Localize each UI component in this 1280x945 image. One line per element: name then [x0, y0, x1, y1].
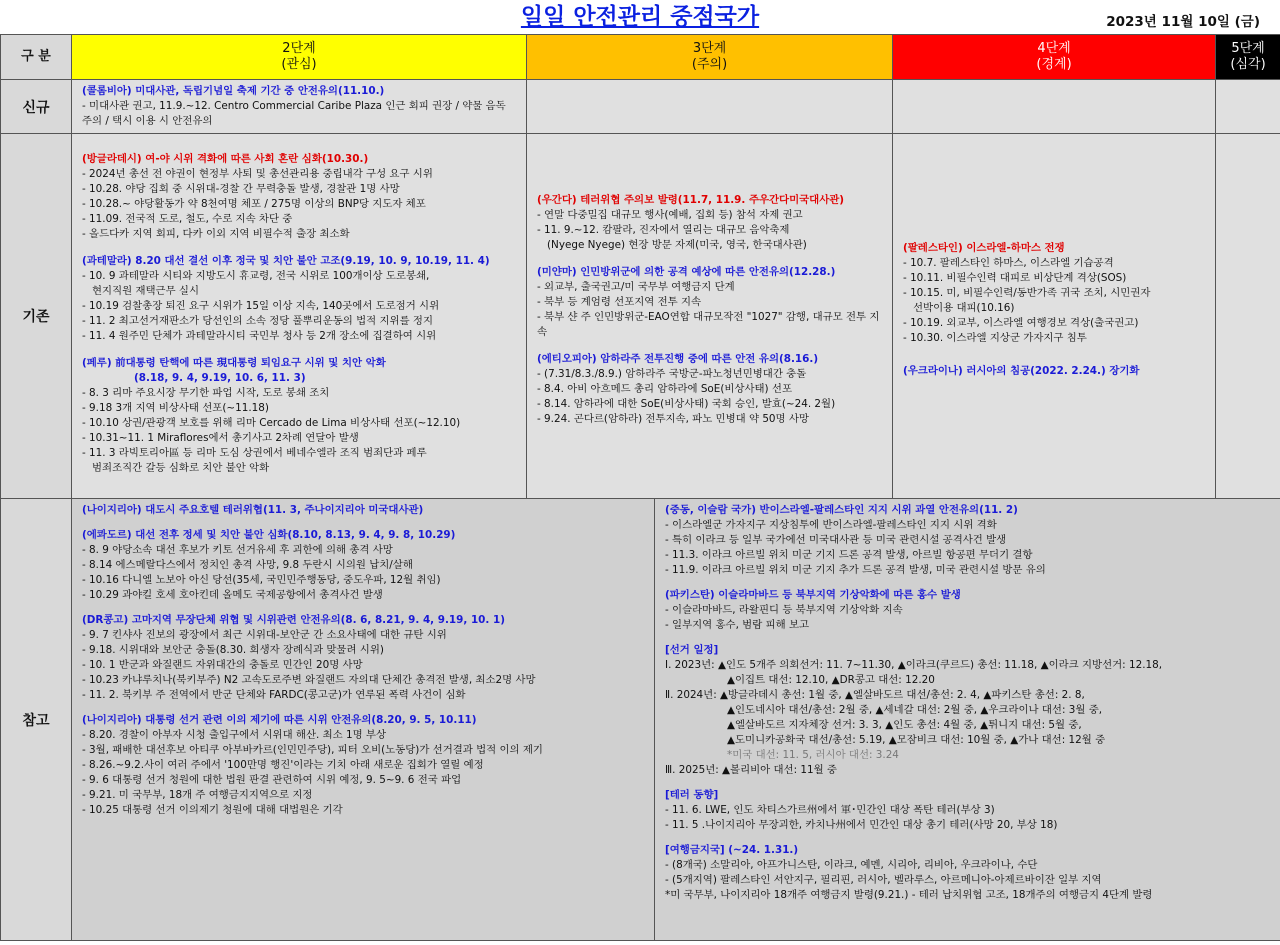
section-line: - 8.4. 아비 아흐메드 총리 암하라에 SoE(비상사태) 선포	[537, 383, 792, 395]
section-line: - 10.15. 미, 비필수인력/동반가족 귀국 조치, 시민권자	[903, 287, 1151, 299]
terror-trends	[665, 788, 1272, 833]
page-title: 일일 안전관리 중점국가	[520, 4, 760, 30]
section-line: - 8.14. 암하라에 대한 SoE(비상사태) 국회 승인, 발효(~24. 2월)	[537, 398, 836, 410]
section-line: - 11.09. 전국적 도로, 철도, 수로 지속 차단 중	[82, 213, 293, 225]
header-row	[1, 35, 1280, 80]
report-date: 2023년 11월 10일 (금)	[1106, 14, 1260, 30]
section-line: - 11. 2. 북키부 주 전역에서 반군 단체와 FARDC(콩고군)가 연루된 폭력 사건이 심화	[82, 689, 466, 701]
section-line: - 8. 3 리마 주요시장 무기한 파업 시작, 도로 봉쇄 조치	[82, 387, 330, 399]
row-label-existing: 기존	[1, 134, 72, 499]
reference-row	[1, 499, 1280, 941]
section-line: 현지직원 재택근무 실시	[92, 285, 199, 297]
new-line: - 미대사관 권고, 11.9.~12. Centro Commercial Caribe Plaza 인근 회피 권장 / 약물 음독 주의 / 택시 이용 시 안전유의	[82, 100, 506, 127]
terror-trends-heading: [테러 동향]	[665, 789, 719, 801]
existing-row	[1, 134, 1280, 499]
section-line: - 10.10 상권/관광객 보호를 위해 리마 Cercado de Lima 비상사태 선포(~12.10)	[82, 417, 461, 429]
section-line: - 10. 9 과테말라 시티와 지방도시 휴교령, 전국 시위로 100개이상 도로봉쇄,	[82, 270, 430, 282]
section-line: - 11.9. 이라크 아르빌 위치 미군 기지 추가 드론 공격 발생, 미국 관련시설 방문 유의	[665, 564, 1046, 576]
section-line: - 10.28. 야당 집회 중 시위대-경찰 간 무력충돌 발생, 경찰관 1명 사망	[82, 183, 400, 195]
section-line: - 3월, 패배한 대선후보 아티쿠 아부바카르(인민민주당), 피터 오비(노동당)가 선거결과 법적 이의 제기	[82, 744, 543, 756]
section-line: - 이슬라마바드, 라왈핀디 등 북부지역 기상악화 지속	[665, 604, 903, 616]
safety-table	[0, 34, 1280, 941]
section-block	[537, 352, 884, 427]
election-line: ▲도미니카공화국 대선/총선: 5.19, ▲모잠비크 대선: 10월 중, ▲가나 대선: 12월 중	[727, 734, 1106, 746]
header-level4: 4단계 (경계)	[893, 35, 1216, 80]
section-heading: (중동, 이슬람 국가) 반이스라엘-팔레스타인 지지 시위 과열 안전유의(11. 2)	[665, 504, 1018, 516]
section-block	[537, 193, 884, 253]
election-line: ▲이집트 대선: 12.10, ▲DR콩고 대선: 12.20	[727, 674, 935, 686]
section-block	[665, 588, 1272, 633]
section-line: - 2024년 총선 전 야권이 현정부 사퇴 및 총선관리용 중립내각 구성 요구 시위	[82, 168, 433, 180]
new-level3-cell	[527, 80, 893, 134]
section-heading: (에콰도르) 대선 전후 정세 및 치안 불안 심화(8.10, 8.13, 9. 4, 9. 8, 10.29)	[82, 529, 456, 541]
section-line: - 8.20. 경찰이 아부자 시청 출입구에서 시위대 해산. 최소 1명 부상	[82, 729, 386, 741]
election-schedule	[665, 643, 1272, 778]
section-heading-dates: (8.18, 9. 4, 9.19, 10. 6, 11. 3)	[134, 372, 306, 384]
section-heading: (미얀마) 인민방위군에 의한 공격 예상에 따른 안전유의(12.28.)	[537, 266, 836, 278]
section-line: - 9.24. 곤다르(암하라) 전투지속, 파노 민병대 약 50명 사망	[537, 413, 809, 425]
section-line: - 10.23 카냐루치나(북키부주) N2 고속도로주변 와질랜드 자의대 단체간 총격전 발생, 최소2명 사망	[82, 674, 536, 686]
section-heading: (에티오피아) 암하라주 전투진행 중에 따른 안전 유의(8.16.)	[537, 353, 819, 365]
section-line: - 10.28.~ 야당활동가 약 8천여명 체포 / 275명 이상의 BNP당 지도자 체포	[82, 198, 426, 210]
section-block	[665, 503, 1272, 578]
section-line: - 9. 6 대통령 선거 청원에 대한 법원 판결 관련하여 시위 예정, 9. 5~9. 6 전국 파업	[82, 774, 462, 786]
header-level2: 2단계 (관심)	[72, 35, 527, 80]
section-line: - 11. 4 원주민 단체가 과테말라시티 국민부 청사 등 2개 장소에 집결하여 시위	[82, 330, 437, 342]
existing-level2-cell	[72, 134, 527, 499]
header-category: 구 분	[1, 35, 72, 80]
election-line: Ⅱ. 2024년: ▲방글라데시 총선: 1월 중, ▲엘살바도르 대선/총선: 2. 4, ▲파키스탄 총선: 2. 8,	[665, 689, 1085, 701]
section-heading: (과테말라) 8.20 대선 결선 이후 정국 및 치안 불안 고조(9.19, 10. 9, 10.19, 11. 4)	[82, 255, 490, 267]
section-block	[82, 613, 646, 703]
section-line: - 10.25 대통령 선거 이의제기 청원에 대해 대법원은 기각	[82, 804, 343, 816]
existing-level4-cell	[893, 134, 1216, 499]
election-line: ▲인도네시아 대선/총선: 2월 중, ▲세네갈 대선: 2월 중, ▲우크라이나 대선: 3월 중,	[727, 704, 1103, 716]
section-line: - 일부지역 홍수, 범람 피해 보고	[665, 619, 810, 631]
election-line: Ⅰ. 2023년: ▲인도 5개주 의회선거: 11. 7~11.30, ▲이라크(쿠르드) 총선: 11.18, ▲이라크 지방선거: 12.18,	[665, 659, 1163, 671]
travel-ban-line: - (8개국) 소말리아, 아프가니스탄, 이라크, 예멘, 시리아, 리비아, 우크라이나, 수단	[665, 859, 1038, 871]
section-line: - 10.29 과야킬 호세 호아킨데 올메도 국제공항에서 총격사건 발생	[82, 589, 383, 601]
row-label-new: 신규	[1, 80, 72, 134]
section-line: - 8.26.~9.2.사이 여러 주에서 '100만명 행진'이라는 기치 아래 새로운 집회가 열릴 예정	[82, 759, 484, 771]
section-line: - 9.18 3개 지역 비상사태 선포(~11.18)	[82, 402, 269, 414]
section-line: - 특히 이라크 등 일부 국가에선 미국대사관 등 미국 관련시설 공격사건 발생	[665, 534, 1007, 546]
section-line: - 9. 7 킨샤사 진보의 광장에서 최근 시위대-보안군 간 소요사태에 대한 규탄 시위	[82, 629, 447, 641]
section-line: - 북부 등 계엄령 선포지역 전투 지속	[537, 296, 702, 308]
section-line: - 10.19. 외교부, 이스라엘 여행경보 격상(출국권고)	[903, 317, 1139, 329]
section-line: - 9.21. 미 국무부, 18개 주 여행금지지역으로 지정	[82, 789, 313, 801]
section-line: - 8.14 에스메랄다스에서 정치인 총격 사망, 9.8 두란시 시의원 납치/살해	[82, 559, 413, 571]
section-block	[903, 241, 1207, 346]
existing-level3-cell	[527, 134, 893, 499]
reference-right-cell	[655, 499, 1280, 941]
section-heading: (나이지리아) 대통령 선거 관련 이의 제기에 따른 시위 안전유의(8.20, 9. 5, 10.11)	[82, 714, 477, 726]
section-line: - 연말 다중밀집 대규모 행사(예배, 집회 등) 참석 자제 권고	[537, 209, 803, 221]
travel-ban	[665, 843, 1272, 903]
election-line: Ⅲ. 2025년: ▲볼리비아 대선: 11월 중	[665, 764, 837, 776]
travel-ban-line: *미 국무부, 나이지리아 18개주 여행금지 발령(9.21.) - 테러 납치위협 고조, 18개주의 여행금지 4단계 발령	[665, 889, 1153, 901]
election-line: *미국 대선: 11. 5, 러시아 대선: 3.24	[727, 749, 899, 761]
new-level4-cell	[893, 80, 1216, 134]
new-level2-cell	[72, 80, 527, 134]
section-line: - 외교부, 출국권고/미 국무부 여행금지 단계	[537, 281, 735, 293]
section-block	[82, 254, 518, 344]
section-block	[82, 528, 646, 603]
section-line: - 10.16 다니엘 노보아 아신 당선(35세, 국민민주행동당, 중도우파, 12월 취임)	[82, 574, 441, 586]
existing-level5-cell	[1216, 134, 1280, 499]
section-line: - 북부 샨 주 인민방위군-EAO연합 대규모작전 "1027" 감행, 대규모 전투 지속	[537, 311, 880, 338]
section-heading: (팔레스타인) 이스라엘-하마스 전쟁	[903, 242, 1065, 254]
section-heading: (파키스탄) 이슬라마바드 등 북부지역 기상악화에 따른 홍수 발생	[665, 589, 961, 601]
header-level3: 3단계 (주의)	[527, 35, 893, 80]
travel-ban-heading: [여행금지국] (~24. 1.31.)	[665, 844, 799, 856]
section-block	[537, 265, 884, 340]
section-line: 범죄조직간 갈등 심화로 치안 불안 악화	[92, 462, 270, 474]
reference-left-cell	[72, 499, 655, 941]
section-line: - 11. 9.~12. 캄팔라, 진자에서 열리는 대규모 음악축제	[537, 224, 790, 236]
section-line: - (7.31/8.3./8.9.) 암하라주 국방군-파노청년민병대간 충돌	[537, 368, 807, 380]
election-heading: [선거 일정]	[665, 644, 719, 656]
election-line: ▲엘살바도르 지자체장 선거: 3. 3, ▲인도 총선: 4월 중, ▲튀니지 대선: 5월 중,	[727, 719, 1082, 731]
section-line: - 10.31~11. 1 Miraflores에서 총기사고 2차례 연달아 발생	[82, 432, 359, 444]
row-label-reference: 참고	[1, 499, 72, 941]
new-heading: (콜롬비아) 미대사관, 독립기념일 축제 기간 중 안전유의(11.10.)	[82, 85, 385, 97]
terror-trends-line: - 11. 5 .나이지리아 무장괴한, 카치나州에서 민간인 대상 총기 테러(사망 20, 부상 18)	[665, 819, 1058, 831]
section-line: - 10.7. 팔레스타인 하마스, 이스라엘 기습공격	[903, 257, 1114, 269]
section-block	[903, 364, 1207, 379]
section-block	[82, 356, 518, 476]
section-line: - 11. 3 라빅토리아區 등 리마 도심 상권에서 베네수엘라 조직 범죄단과 페루	[82, 447, 427, 459]
section-line: - 10.11. 비필수인력 대피로 비상단계 격상(SOS)	[903, 272, 1127, 284]
section-block	[82, 713, 646, 818]
section-line: 선박이용 대피(10.16)	[913, 302, 1015, 314]
section-heading: (우간다) 테러위협 주의보 발령(11.7, 11.9. 주우간다미국대사관)	[537, 194, 845, 206]
section-block	[82, 503, 646, 518]
section-line: - 9.18. 시위대와 보안군 충돌(8.30. 희생자 장례식과 맞물려 시위)	[82, 644, 384, 656]
section-line: - 10.30. 이스라엘 지상군 가자지구 침투	[903, 332, 1087, 344]
section-line: - 11. 2 최고선거재판소가 당선인의 소속 정당 풀뿌리운동의 법적 지위를 정지	[82, 315, 433, 327]
section-line: - 10.19 검찰총장 퇴진 요구 시위가 15일 이상 지속, 140곳에서 도로점거 시위	[82, 300, 440, 312]
section-heading: (우크라이나) 러시아의 침공(2022. 2.24.) 장기화	[903, 365, 1140, 377]
terror-trends-line: - 11. 6. LWE, 인도 차티스가르州에서 軍･민간인 대상 폭탄 테러(부상 3)	[665, 804, 995, 816]
new-level5-cell	[1216, 80, 1280, 134]
section-line: (Nyege Nyege) 현장 방문 자제(미국, 영국, 한국대사관)	[547, 239, 807, 251]
section-heading: (나이지리아) 대도시 주요호텔 테러위협(11. 3, 주나이지리아 미국대사관)	[82, 504, 424, 516]
section-heading: (방글라데시) 여-야 시위 격화에 따른 사회 혼란 심화(10.30.)	[82, 153, 369, 165]
section-line: - 올드다카 지역 회피, 다카 이외 지역 비필수적 출장 최소화	[82, 228, 350, 240]
section-line: - 8. 9 야당소속 대선 후보가 키토 선거유세 후 괴한에 의해 총격 사망	[82, 544, 393, 556]
section-line: - 10. 1 반군과 와질랜드 자위대간의 충돌로 민간인 20명 사망	[82, 659, 363, 671]
new-row	[1, 80, 1280, 134]
section-heading: (DR콩고) 고마지역 무장단체 위협 및 시위관련 안전유의(8. 6, 8.21, 9. 4, 9.19, 10. 1)	[82, 614, 505, 626]
header-level5: 5단계 (심각)	[1216, 35, 1280, 80]
section-line: - 이스라엘군 가자지구 지상침투에 반이스라엘-팔레스타인 지지 시위 격화	[665, 519, 997, 531]
section-heading: (페루) 前대통령 탄핵에 따른 現대통령 퇴임요구 시위 및 치안 악화	[82, 357, 386, 369]
section-block	[82, 152, 518, 242]
travel-ban-line: - (5개지역) 팔레스타인 서안지구, 필리핀, 러시아, 벨라루스, 아르메니아-아제르바이잔 일부 지역	[665, 874, 1102, 886]
section-line: - 11.3. 이라크 아르빌 위치 미군 기지 드론 공격 발생, 아르빌 항공편 무더기 결항	[665, 549, 1033, 561]
